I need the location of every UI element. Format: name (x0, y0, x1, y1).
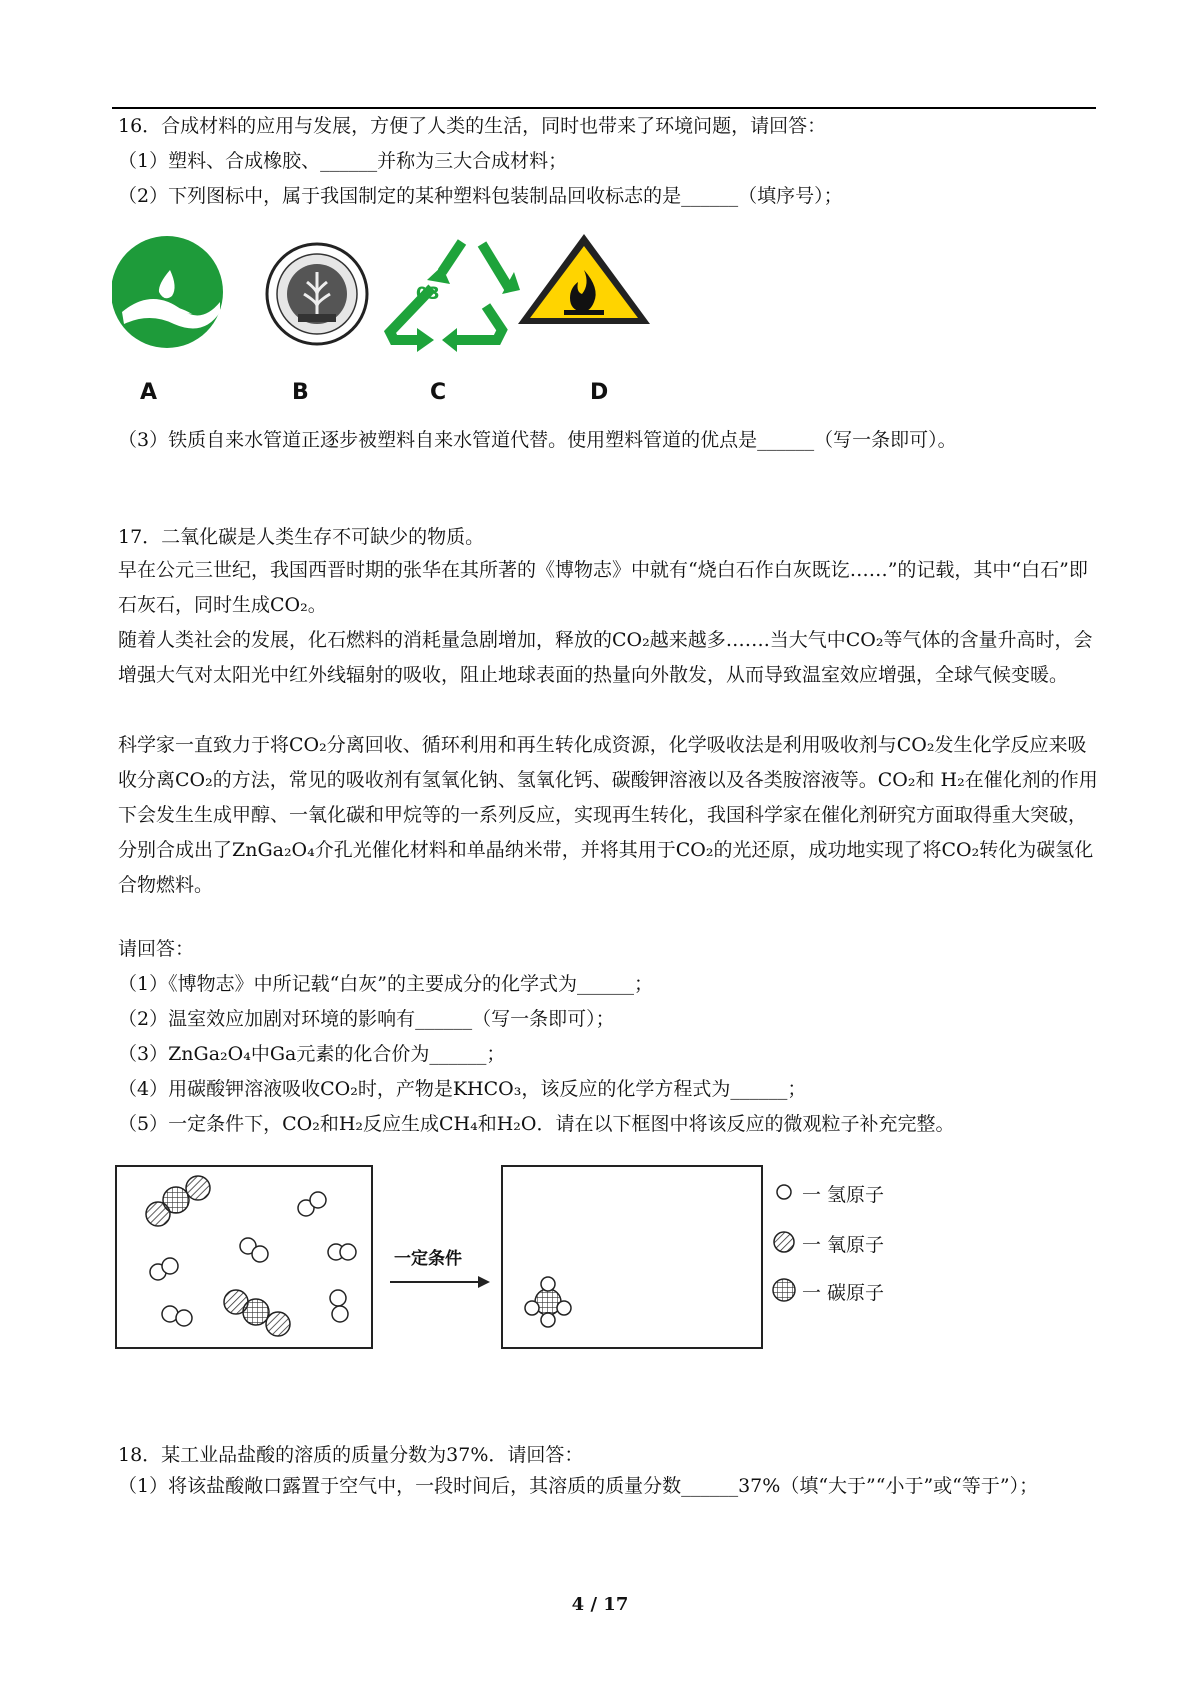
q17-paragraph-3: 科学家一直致力于将CO₂分离回收、循环利用和再生转化成资源，化学吸收法是利用吸收剂与CO₂发生化学反应来吸收分离CO₂的方法，常见的吸收剂有氢氧化钠、氢氧化钙、碳酸钾溶液以及各类胺溶液等。CO₂和 H₂在催化剂的作用下会发生生成甲醇、一氧化碳和甲烷等的一系列反应，实现再生转化，我国科学家在催化剂研究方面取得重大突破，分别合成出了ZnGa₂O₄介孔光催化材料和单晶纳米带，并将其用于CO₂的光还原，成功地实现了将CO₂转化为碳氢化合物燃料。 (118, 734, 1098, 896)
legend-carbon: 一 碳原子 (802, 1282, 885, 1304)
logo-label-b: B (292, 380, 309, 405)
q17-paragraph-2: 随着人类社会的发展，化石燃料的消耗量急剧增加，释放的CO₂越来越多…….当大气中CO₂等气体的含量升高时，会增强大气对太阳光中红外线辐射的吸收，阻止地球表面的热量向外散发，从而导致温室效应增强，全球气候变暖。 (118, 629, 1093, 686)
logo-label-c: C (430, 380, 447, 405)
q18-part1: （1）将该盐酸敞口露置于空气中，一段时间后，其溶质的质量分数______37%（填“大于”“小于”或“等于”）； (118, 1475, 1039, 1497)
header-rule (112, 107, 1096, 109)
q16-part1: （1）塑料、合成橡胶、______并称为三大合成材料； (118, 150, 568, 172)
reaction-condition: 一定条件 (394, 1249, 462, 1269)
legend-oxygen-icon (774, 1232, 794, 1252)
q17-question-4: （4）用碳酸钾溶液吸收CO₂时，产物是KHCO₃，该反应的化学方程式为______； (118, 1078, 807, 1100)
legend-oxygen: 一 氧原子 (802, 1234, 885, 1256)
q18-title: 18．某工业品盐酸的溶质的质量分数为37%．请回答： (118, 1444, 584, 1466)
q17-paragraph-1: 早在公元三世纪，我国西晋时期的张华在其所著的《博物志》中就有“烧白石作白灰既讫……”的记载，其中“白石”即石灰石，同时生成CO₂。 (118, 559, 1088, 616)
recycling-triangle-icon (390, 242, 520, 352)
flammable-warning-icon (518, 234, 650, 324)
q16-part2: （2）下列图标中，属于我国制定的某种塑料包装制品回收标志的是______（填序号）； (118, 185, 843, 207)
reaction-diagram-svg (112, 1162, 912, 1362)
logo-options (112, 232, 732, 412)
green-food-seal-icon (267, 244, 367, 344)
recycling-code: 03 (416, 284, 440, 304)
page-number: 4 / 17 (571, 1594, 629, 1615)
q16-title: 16．合成材料的应用与发展，方便了人类的生活，同时也带来了环境问题，请回答： (118, 115, 827, 137)
q17-question-3: （3）ZnGa₂O₄中Ga元素的化合价为______； (118, 1043, 506, 1065)
legend-carbon-icon (773, 1279, 795, 1301)
water-saving-logo-icon (112, 236, 223, 348)
q17-prompt: 请回答： (118, 938, 195, 960)
legend-hydrogen: 一 氢原子 (802, 1184, 885, 1206)
reaction-diagram (112, 1162, 912, 1362)
q16-part3: （3）铁质自来水管道正逐步被塑料自来水管道代替。使用塑料管道的优点是______（写一条即可）。 (118, 429, 957, 451)
logo-label-d: D (590, 380, 609, 405)
q17-title: 17．二氧化碳是人类生存不可缺少的物质。 (118, 526, 485, 548)
legend-hydrogen-icon (777, 1185, 791, 1199)
q17-question-5: （5）一定条件下，CO₂和H₂反应生成CH₄和H₂O．请在以下框图中将该反应的微观粒子补充完整。 (118, 1113, 955, 1135)
logo-label-a: A (140, 380, 158, 405)
q17-question-2: （2）温室效应加剧对环境的影响有______（写一条即可）； (118, 1008, 615, 1030)
q17-question-1: （1）《博物志》中所记载“白灰”的主要成分的化学式为______； (118, 973, 654, 995)
